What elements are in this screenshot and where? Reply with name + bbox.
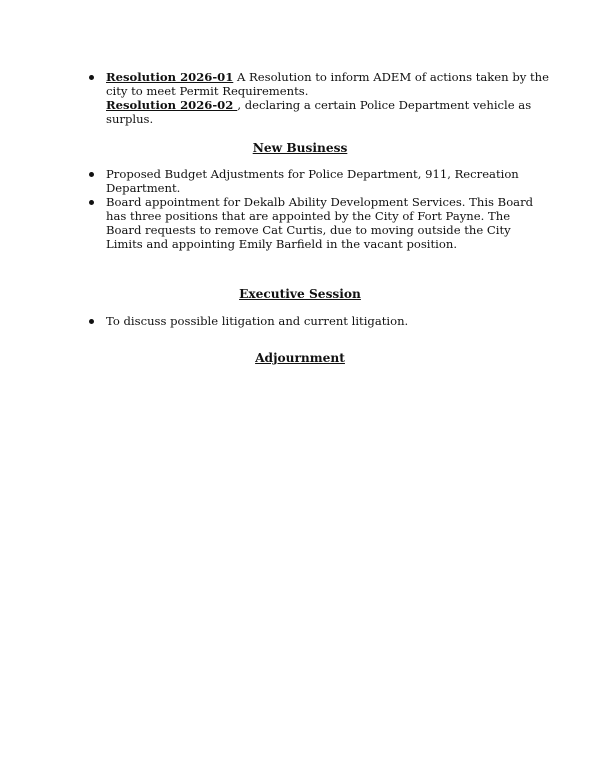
resolution-2026-01 [106, 70, 549, 98]
resolution-2026-01-id: Resolution 2026-01 [106, 70, 234, 84]
resolutions-list-item [89, 70, 549, 126]
bullet-icon [89, 75, 94, 80]
executive-session-item [89, 314, 549, 328]
new-business-list [89, 167, 549, 251]
bullet-icon [89, 200, 94, 205]
resolution-2026-02-id: Resolution 2026-02 [106, 98, 238, 112]
executive-session-heading: Executive Session [239, 287, 361, 301]
resolution-2026-02-text: , declaring a certain Police Department vehicle as surplus. [106, 98, 532, 126]
bullet-icon [89, 319, 94, 324]
new-business-heading: New Business [252, 141, 348, 155]
adjournment-heading: Adjournment [255, 351, 345, 365]
resolution-2026-01-text: A Resolution to inform ADEM of actions taken by the city to meet Permit Requirements. [106, 70, 549, 98]
executive-session-item-text: To discuss possible litigation and current litigation. [106, 314, 409, 328]
executive-session-list [89, 314, 549, 328]
resolution-2026-02 [106, 98, 549, 126]
new-business-item-text: Proposed Budget Adjustments for Police Department, 911, Recreation Department. [106, 167, 519, 195]
resolutions-list [89, 70, 549, 126]
new-business-item-budget [89, 167, 549, 195]
new-business-item-board-appointment [89, 195, 549, 251]
new-business-item-text: Board appointment for Dekalb Ability Development Services. This Board has three positions that are appointed by the City of Fort Payne. The Board requests to remove Cat Curtis, due to moving outside the City Limits and appointing Emily Barfield in the vacant position. [106, 195, 534, 251]
bullet-icon [89, 172, 94, 177]
